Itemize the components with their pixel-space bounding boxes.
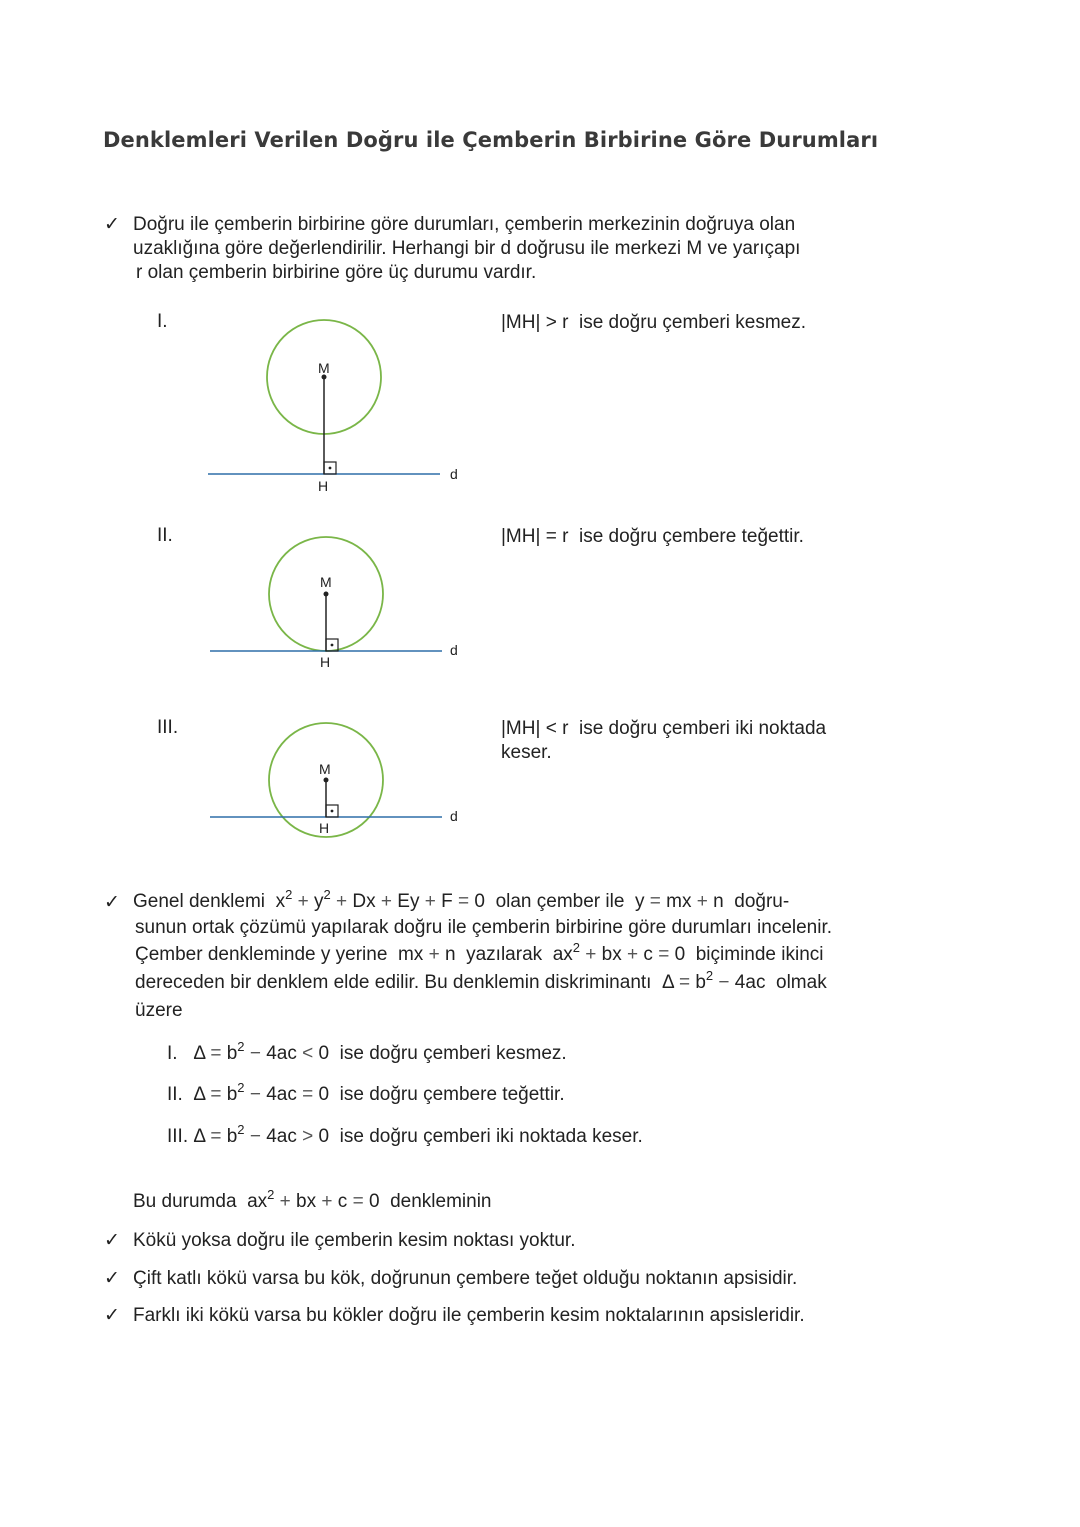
- text: Çember denkleminde y yerine: [135, 944, 388, 965]
- text: denkleminin: [390, 1191, 492, 1212]
- right-angle-dot: [331, 644, 334, 647]
- text: Bu durumda: [133, 1191, 237, 1212]
- case-3-desc-2: keser.: [501, 742, 552, 763]
- case-2-expr: |MH| = r: [501, 526, 569, 547]
- text: Genel denklemi: [133, 891, 266, 912]
- conclusion-item-1: Kökü yoksa doğru ile çemberin kesim noktası yoktur.: [133, 1230, 576, 1251]
- delta-case-1: I. $\Delta = b^2 - 4ac < 0$ ise doğru çemberi kesmez.: [167, 1039, 567, 1064]
- label-h: H: [319, 820, 330, 836]
- label-m: M: [320, 574, 332, 590]
- roman: I.: [167, 1043, 178, 1064]
- substitution: mx + n: [397, 944, 456, 965]
- roman: III.: [167, 1126, 189, 1147]
- text: yazılarak: [466, 944, 543, 965]
- label-h: H: [320, 654, 331, 670]
- intro-line-3: r olan çemberin birbirine göre üç durumu vardır.: [136, 262, 537, 283]
- case-1-text: [501, 311, 921, 335]
- label-h: H: [318, 478, 329, 494]
- check-icon: ✓: [104, 1230, 120, 1251]
- check-icon: ✓: [104, 892, 120, 913]
- relation: >: [302, 1126, 314, 1147]
- check-icon: ✓: [104, 1268, 120, 1289]
- page-title: Denklemleri Verilen Doğru ile Çemberin Birbirine Göre Durumları: [103, 128, 879, 152]
- label-d: d: [450, 808, 458, 824]
- case-1-diagram: [200, 310, 480, 500]
- case-2-roman: II.: [157, 525, 173, 546]
- delta-case-3: III. $\Delta = b^2 - 4ac > 0$ ise doğru çemberi iki noktada keser.: [167, 1122, 643, 1147]
- right-angle-dot: [331, 810, 334, 813]
- case-3-expr: |MH| < r: [501, 718, 569, 739]
- text: biçiminde ikinci: [695, 944, 824, 965]
- case-1-roman: I.: [157, 311, 168, 332]
- text: olan çember ile: [495, 891, 625, 912]
- conclusion-item-2: Çift katlı kökü varsa bu kök, doğrunun çembere teğet olduğu noktanın apsisidir.: [133, 1268, 798, 1289]
- general-line-2: sunun ortak çözümü yapılarak doğru ile çemberin birbirine göre durumları incelenir.: [135, 917, 833, 938]
- label-d: d: [450, 466, 458, 482]
- general-line-3: [135, 940, 824, 966]
- conclusion-item-3: Farklı iki kökü varsa bu kökler doğru ile çemberin kesim noktalarının apsisleridir.: [133, 1305, 805, 1326]
- check-icon: ✓: [104, 1305, 120, 1326]
- case-2-desc: ise doğru çembere teğettir.: [578, 526, 804, 547]
- conclusion-intro: [133, 1187, 492, 1214]
- center-point: [324, 778, 329, 783]
- case-1-desc: ise doğru çemberi kesmez.: [578, 312, 807, 333]
- text: ise doğru çemberi iki noktada keser.: [339, 1126, 643, 1147]
- discriminant: $\Delta = b^2 - 4ac$: [662, 968, 766, 993]
- general-line-5: üzere: [135, 1000, 183, 1021]
- line-equation: y = mx + n: [634, 891, 724, 912]
- quadratic: $ax^2$ + bx + c = 0: [247, 1187, 380, 1212]
- text: ise doğru çembere teğettir.: [339, 1084, 565, 1105]
- circle-equation: $x^2 + y^2 + Dx + Ey + F = 0$: [275, 887, 485, 912]
- case-3-desc: ise doğru çemberi iki noktada: [578, 718, 827, 739]
- quadratic: $ax^2$ + bx + c = 0: [552, 940, 686, 965]
- label-m: M: [318, 360, 330, 376]
- text: ise doğru çemberi kesmez.: [339, 1043, 567, 1064]
- check-icon: ✓: [104, 214, 120, 235]
- intro-line-2: uzaklığına göre değerlendirilir. Herhangi bir d doğrusu ile merkezi M ve yarıçapı: [133, 238, 801, 259]
- relation: <: [302, 1043, 314, 1064]
- intro-line-1: Doğru ile çemberin birbirine göre durumları, çemberin merkezinin doğruya olan: [133, 214, 796, 235]
- case-2-diagram: [200, 530, 480, 680]
- case-3-roman: III.: [157, 717, 179, 738]
- general-line-4: [135, 968, 827, 994]
- case-1-expr: |MH| > r: [501, 312, 569, 333]
- label-d: d: [450, 642, 458, 658]
- roman: II.: [167, 1084, 183, 1105]
- case-3-diagram: [200, 715, 480, 845]
- text: dereceden bir denklem elde edilir. Bu denklemin diskriminantı: [135, 972, 652, 993]
- text: doğru-: [734, 891, 790, 912]
- center-point: [324, 592, 329, 597]
- general-line-1: [133, 887, 790, 913]
- case-3-text: [501, 717, 921, 765]
- relation: =: [302, 1084, 314, 1105]
- case-2-text: [501, 525, 921, 549]
- delta-case-2: II. $\Delta = b^2 - 4ac = 0$ ise doğru çembere teğettir.: [167, 1080, 565, 1105]
- label-m: M: [319, 761, 331, 777]
- text: olmak: [776, 972, 827, 993]
- right-angle-dot: [329, 467, 332, 470]
